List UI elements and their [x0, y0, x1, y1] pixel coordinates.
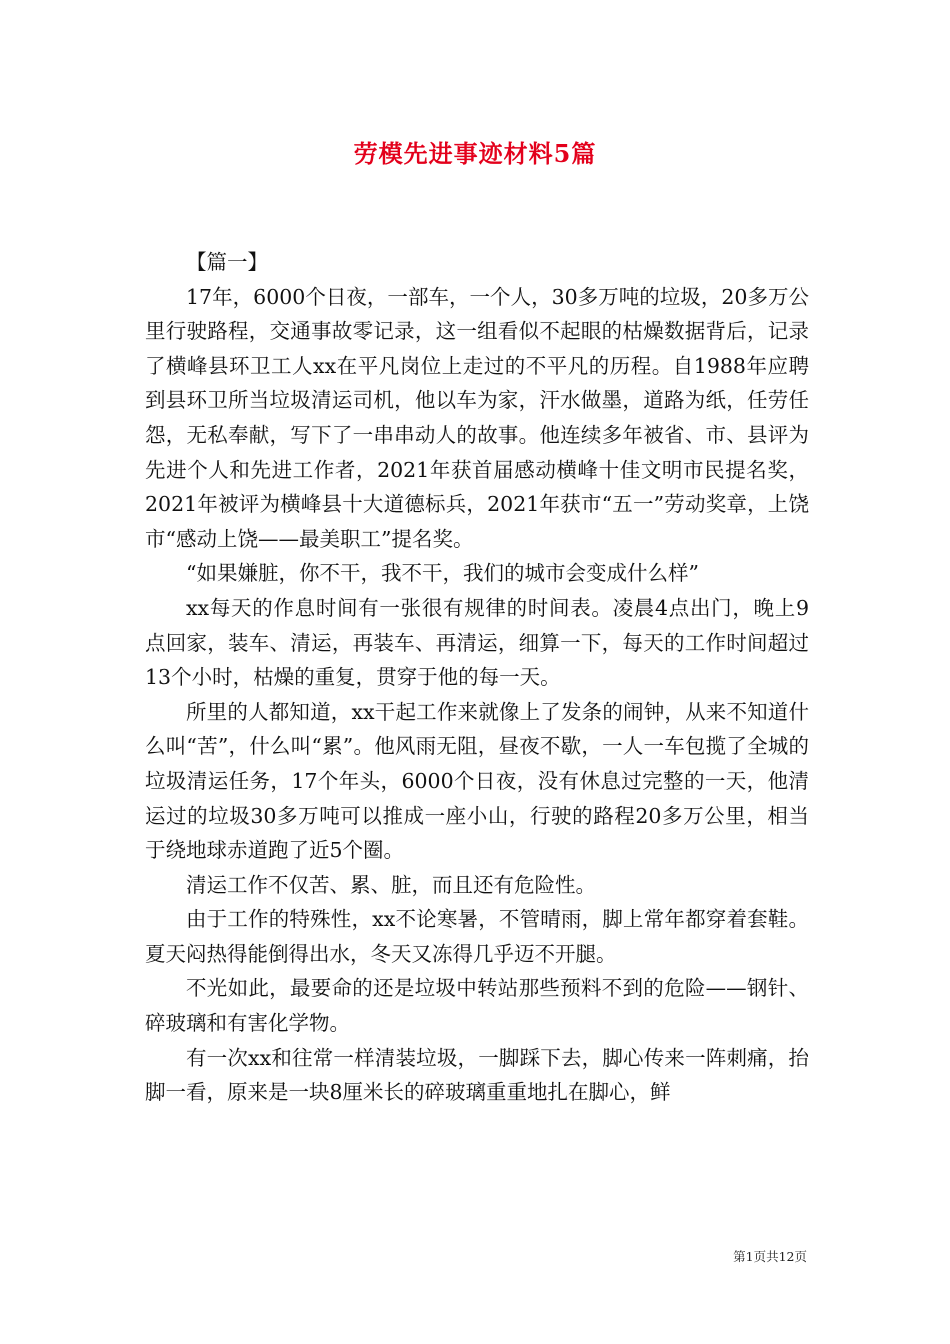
paragraph: xx每天的作息时间有一张很有规律的时间表。凌晨4点出门，晚上9点回家，装车、清运，再装车、再清运，细算一下，每天的工作时间超过13个小时，枯燥的重复，贯穿于他的每一天。 [145, 595, 809, 690]
page-number-footer: 第1页共12页 [733, 1249, 807, 1264]
paragraph: 清运工作不仅苦、累、脏，而且还有危险性。 [186, 872, 596, 897]
paragraph: 不光如此，最要命的还是垃圾中转站那些预料不到的危险——钢针、碎玻璃和有害化学物。 [145, 976, 809, 1036]
paragraph: 17年，6000个日夜，一部车，一个人，30多万吨的垃圾，20多万公里行驶路程，交通事故零记录，这一组看似不起眼的枯燥数据背后，记录了横峰县环卫工人xx在平凡岗位上走过的不平凡的历程。自1988年应聘到县环卫所当垃圾清运司机，他以车为家，汗水做墨，道路为纸，任劳任怨，无私奉献，写下了一串串动人的故事。他连续多年被省、市、县评为先进个人和先进工作者，2021年获首届感动横峰十佳文明市民提名奖，2021年被评为横峰县十大道德标兵，2021年获市“五一”劳动奖章，上饶市“感动上饶——最美职工”提名奖。 [145, 284, 809, 551]
paragraph: 有一次xx和往常一样清装垃圾，一脚踩下去，脚心传来一阵刺痛，抬脚一看，原来是一块8厘米长的碎玻璃重重地扎在脚心，鲜 [145, 1045, 809, 1105]
document-body [145, 245, 809, 1110]
paragraph: 由于工作的特殊性，xx不论寒暑，不管晴雨，脚上常年都穿着套鞋。夏天闷热得能倒得出水，冬天又冻得几乎迈不开腿。 [145, 907, 809, 966]
paragraph: “如果嫌脏，你不干，我不干，我们的城市会变成什么样” [186, 561, 699, 586]
section-heading: 【篇一】 [186, 250, 268, 274]
paragraph: 所里的人都知道，xx干起工作来就像上了发条的闹钟，从来不知道什么叫“苦”，什么叫“累”。他风雨无阻，昼夜不歇，一人一车包揽了全城的垃圾清运任务，17个年头，6000个日夜，没有休息过完整的一天，他清运过的垃圾30多万吨可以推成一座小山，行驶的路程20多万公里，相当于绕地球赤道跑了近5个圈。 [145, 699, 809, 863]
document-title: 劳模先进事迹材料5篇 [353, 139, 597, 168]
